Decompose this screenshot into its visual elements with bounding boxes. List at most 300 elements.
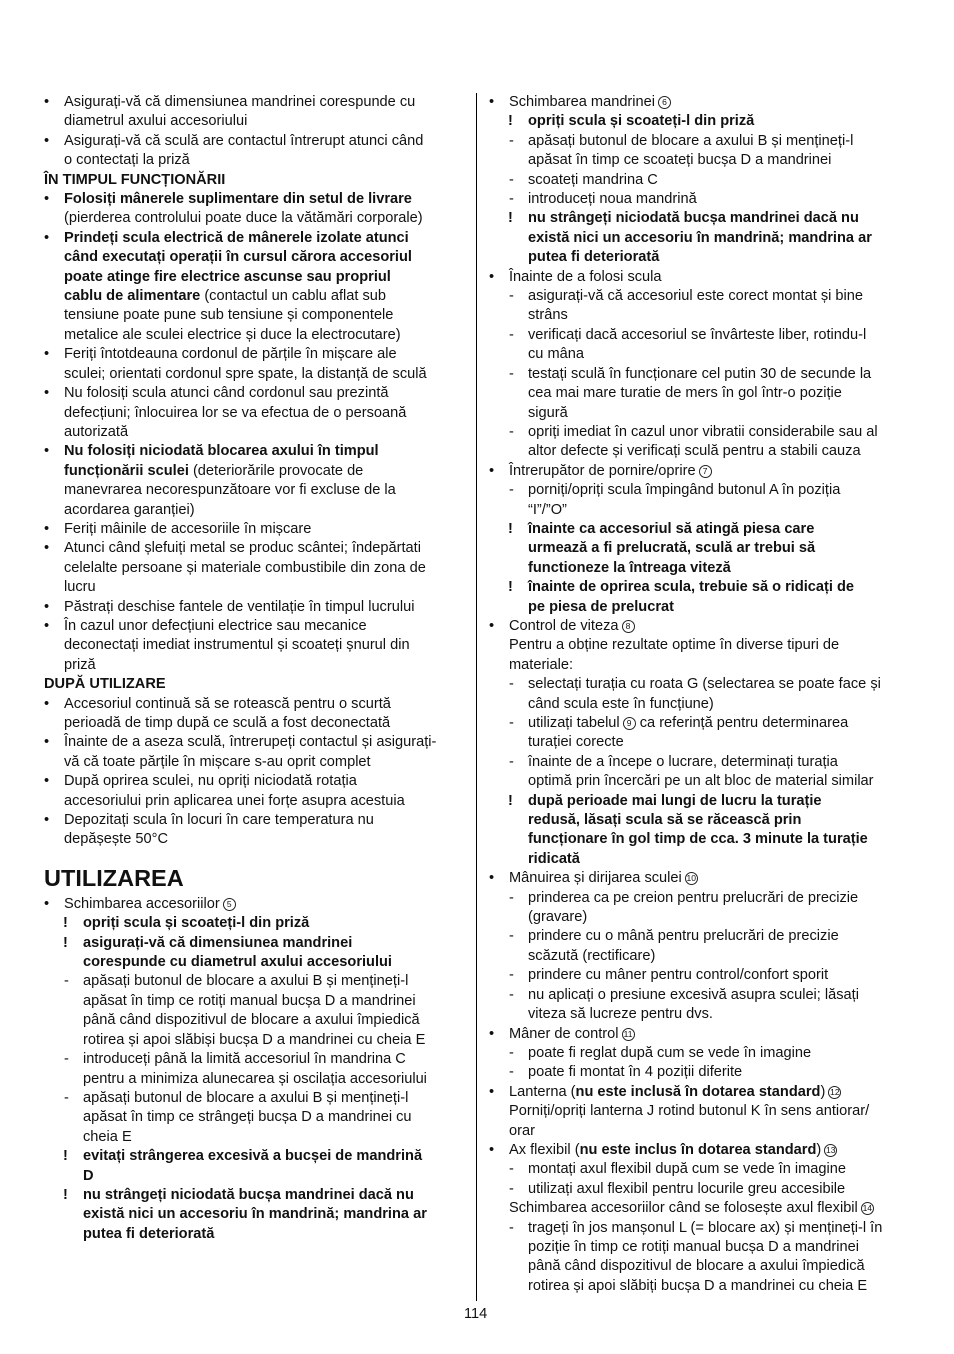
text-line	[489, 93, 914, 112]
text-line	[44, 895, 469, 914]
text-line	[489, 772, 914, 791]
line-text-tail: ca referință pentru determinarea	[635, 715, 849, 731]
line-text: poate fi montat în 4 poziții diferite	[528, 1064, 743, 1081]
line-text: apăsați butonul de blocare a axului B și mențineți-l	[528, 132, 854, 149]
right-column	[489, 93, 914, 1296]
text-line	[44, 268, 469, 287]
line-text: Asigurați-vă că dimensiunea mandrinei corespunde cu	[64, 94, 416, 110]
warning-marker: !	[63, 1148, 68, 1165]
line-text: Nu folosiți scula atunci când cordonul sau prezintă	[64, 385, 389, 402]
line-text-regular: (deteriorările provocate de	[188, 462, 364, 479]
line-text: Folosiți mânerele suplimentare din setul de livrare	[64, 191, 412, 208]
line-text: introduceți noua mandrină	[528, 191, 697, 208]
text-line	[44, 714, 469, 733]
line-text: Mânuirea și dirijarea sculei	[509, 870, 682, 887]
text-line	[489, 1199, 914, 1218]
text-line	[489, 559, 914, 578]
line-text: testați sculă în funcționare cel putin 30 de secunde la	[528, 365, 872, 382]
dash-marker: -	[509, 288, 514, 305]
text-line	[489, 966, 914, 985]
text-line	[489, 1180, 914, 1199]
text-line	[489, 1122, 914, 1141]
bullet-marker: •	[44, 598, 50, 615]
line-text: nu aplicați o presiune excesivă asupra sculei; lăsați	[528, 986, 859, 1003]
text-line	[44, 384, 469, 403]
line-text: corespunde cu diametrul axului accesoriului	[83, 954, 392, 971]
line-text: prindere cu mâner pentru control/confort sporit	[528, 967, 829, 984]
line-text: (pierderea controlului poate duce la vătămări corporale)	[64, 210, 423, 227]
text-line	[489, 908, 914, 927]
text-line	[489, 792, 914, 811]
line-text: D	[83, 1167, 94, 1184]
line-text: turației corecte	[528, 734, 624, 751]
dash-marker: -	[509, 1161, 514, 1178]
line-text: când executați operații în cursul cărora accesoriul	[64, 249, 412, 266]
line-text: evitați strângerea excesivă a bucșei de mandrină	[83, 1148, 423, 1165]
text-line	[44, 772, 469, 791]
dash-marker: -	[509, 1064, 514, 1081]
text-line	[489, 947, 914, 966]
text-line	[489, 151, 914, 170]
line-text: introduceți până la limită accesoriul în mandrina C	[83, 1051, 406, 1068]
line-text: materiale:	[509, 656, 574, 673]
dash-marker: -	[509, 365, 514, 382]
line-text: sculei; orientati cordonul spre spate, la distanță de sculă	[64, 365, 427, 382]
dash-marker: -	[64, 1089, 69, 1106]
line-text: există nici un accesoriu în mandrină; mandrina ar	[528, 229, 872, 246]
line-text: putea fi deteriorată	[528, 249, 660, 266]
text-line	[44, 675, 469, 694]
bullet-marker: •	[489, 870, 495, 887]
text-line	[489, 927, 914, 946]
line-text: Păstrați deschise fantele de ventilație în timpul lucrului	[64, 598, 415, 615]
line-text: utilizați tabelul	[528, 715, 620, 731]
dash-marker: -	[64, 973, 69, 990]
line-text: funcționării sculei	[64, 462, 189, 479]
warning-marker: !	[508, 113, 513, 130]
line-text: defecțiuni; înlocuirea lor se va efectua de o persoană	[64, 404, 407, 421]
text-line	[489, 306, 914, 325]
text-line	[489, 714, 914, 733]
text-line	[489, 830, 914, 849]
figure-ref-icon: 6	[658, 96, 671, 109]
line-text: Atunci când șlefuiți metal se produc scântei; îndepărtati	[64, 540, 421, 557]
line-text: Nu folosiți niciodată blocarea axului în timpul	[64, 443, 379, 460]
text-line	[44, 1031, 469, 1050]
warning-marker: !	[508, 579, 513, 596]
text-line	[44, 112, 469, 131]
text-line	[489, 656, 914, 675]
bullet-marker: •	[44, 520, 50, 537]
text-line	[44, 1108, 469, 1127]
line-text: apăsat în timp ce strângeți bucșa D a mandrinei cu	[83, 1109, 412, 1126]
line-text: nu strângeți niciodată bucșa mandrinei dacă nu	[83, 1186, 414, 1203]
text-line	[489, 112, 914, 131]
warning-marker: !	[63, 1186, 68, 1203]
text-line	[44, 539, 469, 558]
text-line	[44, 1011, 469, 1030]
line-text: celelalte persoane și materiale combustibile din zona de	[64, 559, 426, 576]
bullet-marker: •	[44, 734, 50, 751]
text-line	[44, 753, 469, 772]
text-line	[44, 93, 469, 112]
line-text: altor defecte și verificați sculă pentru a stabili cauza	[528, 443, 861, 460]
text-line	[489, 326, 914, 345]
bullet-marker: •	[44, 346, 50, 363]
text-line	[44, 992, 469, 1011]
text-line	[44, 1147, 469, 1166]
text-line	[44, 934, 469, 953]
text-line	[489, 287, 914, 306]
bullet-marker: •	[489, 268, 495, 285]
line-text: Lanterna (	[509, 1083, 576, 1100]
text-line	[44, 209, 469, 228]
text-line	[44, 462, 469, 481]
line-text: vă că toate părțile în mișcare s-au oprit complet	[64, 753, 371, 770]
line-text: “I”/”O”	[528, 501, 567, 518]
text-line	[44, 248, 469, 267]
text-line	[44, 1128, 469, 1147]
text-line	[44, 481, 469, 500]
line-text: Întrerupător de pornire/oprire	[509, 462, 696, 479]
text-line	[44, 287, 469, 306]
line-text: viteza să lucreze pentru dvs.	[528, 1006, 713, 1023]
text-line	[489, 1044, 914, 1063]
line-text: poate atinge fire electrice ascunse sau propriul	[64, 268, 391, 285]
text-line	[44, 811, 469, 830]
dash-marker: -	[509, 423, 514, 440]
line-text: rotirea și apoi slăbiși bucșa D a mandrinei cu cheia E	[83, 1031, 426, 1048]
line-text: cablu de alimentare	[64, 288, 201, 305]
dash-marker: -	[509, 326, 514, 343]
text-line	[44, 132, 469, 151]
text-line	[44, 598, 469, 617]
text-line	[489, 733, 914, 752]
text-line	[489, 1102, 914, 1121]
text-line	[489, 1063, 914, 1082]
text-line	[489, 869, 914, 888]
dash-marker: -	[509, 171, 514, 188]
section-title: UTILIZAREA	[44, 864, 184, 891]
text-line	[489, 1219, 914, 1238]
text-line	[44, 345, 469, 364]
line-text: înainte de oprirea scula, trebuie să o ridicați de	[528, 579, 855, 596]
line-text: Prindeți scula electrică de mânerele izolate atunci	[64, 229, 409, 246]
line-text: ridicată	[528, 850, 580, 867]
line-text: Mâner de control	[509, 1025, 619, 1042]
line-text: perioadă de timp după ce sculă a fost deconectată	[64, 715, 391, 731]
line-text: DUPĂ UTILIZARE	[44, 676, 166, 693]
line-text: Pentru a obține rezultate optime în diverse tipuri de	[509, 637, 840, 654]
figure-ref-icon: 11	[622, 1028, 635, 1041]
line-text: opriți scula și scoateți-l din priză	[528, 113, 755, 130]
line-text: verificați dacă accesoriul se învârteste liber, rotindu-l	[528, 326, 867, 343]
line-text: după perioade mai lungi de lucru la turație	[528, 792, 822, 809]
line-text: Depozitați scula în locuri în care temperatura nu	[64, 812, 374, 829]
text-line	[489, 404, 914, 423]
bullet-marker: •	[489, 94, 495, 110]
text-line	[44, 151, 469, 170]
line-text: În cazul unor defecțiuni electrice sau mecanice	[64, 617, 367, 634]
line-text: Asigurați-vă că sculă are contactul întrerupt atunci când	[64, 132, 424, 149]
text-line	[489, 520, 914, 539]
line-text: apăsat în timp ce scoateți bucșa D a mandrinei	[528, 152, 832, 169]
dash-marker: -	[509, 986, 514, 1003]
dash-marker: -	[509, 753, 514, 770]
text-line	[489, 384, 914, 403]
text-line	[489, 268, 914, 287]
text-line	[489, 209, 914, 228]
text-line	[489, 1141, 914, 1160]
text-line	[44, 578, 469, 597]
text-line	[489, 850, 914, 869]
line-text-tail: )	[820, 1083, 826, 1100]
line-text: putea fi deteriorată	[83, 1225, 215, 1242]
line-text: Schimbarea mandrinei	[509, 94, 656, 110]
line-text: apăsați butonul de blocare a axului B și mențineți-l	[83, 1089, 409, 1106]
page-number: 114	[464, 1306, 488, 1322]
figure-ref-icon: 14	[862, 1203, 873, 1214]
text-line	[489, 617, 914, 636]
text-line	[44, 1089, 469, 1108]
text-line	[44, 404, 469, 423]
text-line	[489, 1083, 914, 1102]
text-line	[489, 501, 914, 520]
dash-marker: -	[509, 715, 514, 731]
figure-ref-icon: 13	[826, 1144, 836, 1155]
dash-marker: -	[509, 132, 514, 149]
text-line	[489, 190, 914, 209]
line-text: înainte de a începe o lucrare, determinați turația	[528, 753, 838, 770]
line-text: lucru	[64, 579, 96, 596]
text-line	[489, 481, 914, 500]
bullet-marker: •	[44, 773, 50, 790]
line-text: până când dispozitivul de blocare a axului împiedică	[83, 1012, 420, 1029]
line-text: există nici un accesoriu în mandrină; mandrina ar	[83, 1206, 427, 1223]
text-line	[489, 1025, 914, 1044]
line-text: urmează a fi prelucrată, sculă ar trebui să	[528, 540, 816, 557]
bullet-marker: •	[489, 1141, 495, 1158]
dash-marker: -	[509, 1044, 514, 1061]
line-text: cu mâna	[528, 346, 584, 363]
line-text: priză	[64, 656, 96, 673]
line-text-bold: nu este inclus în dotarea standard	[579, 1141, 817, 1158]
line-text: Feriți mâinile de accesoriile în mișcare	[64, 520, 312, 537]
text-line	[44, 229, 469, 248]
warning-marker: !	[63, 934, 68, 951]
text-line	[489, 675, 914, 694]
line-text: poziție în timp ce rotiți manual bucșa D a mandrinei	[528, 1238, 859, 1255]
text-line	[489, 695, 914, 714]
dash-marker: -	[509, 676, 514, 693]
dash-marker: -	[64, 1051, 69, 1068]
text-line	[44, 501, 469, 520]
text-line	[489, 365, 914, 384]
line-text: rotirea și apoi slăbiți bucșa D a mandrinei cu cheia E	[528, 1277, 868, 1294]
line-text: Accesoriul continuă să se rotească pentru o scurtă	[64, 695, 391, 712]
text-line	[489, 423, 914, 442]
bullet-marker: •	[489, 462, 495, 479]
text-line	[489, 986, 914, 1005]
line-text: scăzută (rectificare)	[528, 947, 656, 964]
text-line	[44, 326, 469, 345]
text-line	[44, 1186, 469, 1205]
text-line	[489, 132, 914, 151]
line-text: Schimbarea accesoriilor când se folosește axul flexibil	[509, 1200, 858, 1217]
line-text: ÎN TIMPUL FUNCȚIONĂRII	[44, 171, 226, 188]
line-text: (gravare)	[528, 909, 588, 926]
line-text: Schimbarea accesoriilor	[64, 895, 220, 912]
text-line	[489, 889, 914, 908]
line-text: depășește 50°C	[64, 831, 169, 848]
figure-ref-icon: 7	[699, 465, 712, 478]
line-text: scoateți mandrina C	[528, 171, 658, 188]
text-line	[44, 733, 469, 752]
line-text: selectați turația cu roata G (selectarea se poate face și	[528, 676, 881, 693]
text-line	[44, 695, 469, 714]
line-text: cheia E	[83, 1128, 132, 1145]
line-text: opriți scula și scoateți-l din priză	[83, 915, 310, 932]
text-line	[489, 636, 914, 655]
line-text: nu strângeți niciodată bucșa mandrinei dacă nu	[528, 210, 859, 227]
text-line	[44, 953, 469, 972]
line-text: prindere cu o mână pentru prelucrări de precizie	[528, 928, 839, 945]
line-text-tail: )	[816, 1141, 822, 1158]
text-line	[489, 1238, 914, 1257]
line-text: funcționare în gol timp de cca. 3 minute la turație	[528, 831, 868, 848]
line-text: porniți/opriți scula împingând butonul A în poziția	[528, 482, 841, 499]
dash-marker: -	[509, 967, 514, 984]
bullet-marker: •	[489, 1083, 495, 1100]
bullet-marker: •	[44, 540, 50, 557]
line-text: Înainte de a aseza sculă, întrerupeți contactul și asigurați-	[64, 734, 437, 751]
text-line	[489, 1005, 914, 1024]
text-line	[44, 1070, 469, 1089]
line-text: apăsat în timp ce rotiți manual bucșa D a mandrinei	[83, 992, 416, 1009]
left-column	[44, 93, 469, 1244]
bullet-marker: •	[44, 132, 50, 149]
text-line	[489, 1257, 914, 1276]
line-text: manevrarea necorespunzătoare vor fi excluse de la	[64, 482, 396, 499]
bullet-marker: •	[44, 191, 50, 208]
line-text: montați axul flexibil după cum se vede în imagine	[528, 1161, 846, 1178]
line-text: cea mai mare turatie de mers în gol într-o poziție	[528, 385, 842, 402]
figure-ref-icon: 5	[223, 898, 236, 911]
text-line	[44, 617, 469, 636]
dash-marker: -	[509, 191, 514, 208]
line-text: Porniți/opriți lanterna J rotind butonul K în sens antiorar/	[509, 1103, 870, 1120]
line-text: opriți imediat în cazul unor vibratii considerabile sau al	[528, 423, 878, 440]
line-text: o contectați la priză	[64, 152, 190, 169]
text-line	[44, 830, 469, 849]
line-text: Ax flexibil (	[509, 1141, 580, 1158]
line-text: tensiune poate pune sub tensiune și componentele	[64, 307, 394, 324]
line-text: functioneze la întreaga viteză	[528, 559, 731, 576]
text-line	[44, 190, 469, 209]
line-text: poate fi reglat după cum se vede în imagine	[528, 1044, 812, 1061]
line-text: Control de viteza	[509, 617, 619, 634]
text-line	[44, 365, 469, 384]
dash-marker: -	[509, 482, 514, 499]
text-line	[44, 1050, 469, 1069]
text-line	[489, 753, 914, 772]
line-text: Înainte de a folosi scula	[509, 268, 662, 285]
text-line	[44, 636, 469, 655]
line-text: optimă prin încercări pe un alt bloc de material similar	[528, 773, 874, 790]
line-text: trageți în jos manșonul L (= blocare ax) și mențineți-l în	[528, 1219, 883, 1236]
line-text: asigurați-vă că dimensiunea mandrinei	[83, 934, 353, 951]
figure-ref-icon: 8	[622, 620, 635, 633]
text-line	[489, 462, 914, 481]
line-text: orar	[509, 1122, 535, 1139]
warning-marker: !	[63, 915, 68, 932]
bullet-marker: •	[44, 94, 50, 110]
figure-ref-icon: 12	[830, 1086, 840, 1097]
dash-marker: -	[509, 928, 514, 945]
text-line	[44, 171, 469, 190]
line-text: deconectați imediat instrumentul și scoateți șnurul din	[64, 637, 410, 654]
text-line	[489, 345, 914, 364]
line-text: pe piesa de prelucrat	[528, 598, 674, 615]
line-text: redusă, lăsați scula să se răcească prin	[528, 812, 802, 829]
text-line	[489, 598, 914, 617]
warning-marker: !	[508, 520, 513, 537]
line-text: pentru a minimiza alunecarea și oscilația accesoriului	[83, 1070, 427, 1087]
line-text: strâns	[528, 307, 568, 324]
warning-marker: !	[508, 210, 513, 227]
text-line	[44, 442, 469, 461]
line-text-regular: (contactul un cablu aflat sub	[200, 288, 387, 305]
line-text: autorizată	[64, 423, 129, 440]
bullet-marker: •	[44, 385, 50, 402]
text-line	[489, 1160, 914, 1179]
bullet-marker: •	[44, 895, 50, 912]
bullet-marker: •	[44, 617, 50, 634]
text-line	[44, 1225, 469, 1244]
text-line	[44, 1205, 469, 1224]
line-text: apăsați butonul de blocare a axului B și mențineți-l	[83, 973, 409, 990]
text-line	[44, 656, 469, 675]
text-line	[489, 248, 914, 267]
line-text: accesoriului prin aplicarea unei forțe asupra acestuia	[64, 792, 405, 809]
bullet-marker: •	[44, 695, 50, 712]
figure-ref-icon: 10	[686, 873, 697, 884]
line-text: sigură	[528, 404, 568, 421]
bullet-marker: •	[44, 443, 50, 460]
text-line	[44, 792, 469, 811]
line-text: înainte ca accesoriul să atingă piesa care	[528, 520, 815, 537]
text-line	[489, 811, 914, 830]
text-line	[44, 914, 469, 933]
line-text: prinderea ca pe creion pentru prelucrări de precizie	[528, 889, 859, 906]
text-line	[44, 306, 469, 325]
text-line	[44, 559, 469, 578]
text-line	[489, 442, 914, 461]
line-text-bold: nu este inclusă în dotarea standard	[575, 1083, 821, 1100]
bullet-marker: •	[489, 617, 495, 634]
bullet-marker: •	[44, 229, 50, 246]
text-line	[489, 171, 914, 190]
line-text: diametrul axului accesoriului	[64, 113, 248, 130]
text-line	[489, 229, 914, 248]
line-text: acordarea garanției)	[64, 501, 195, 518]
line-text: când scula este în funcțiune)	[528, 695, 714, 712]
line-text: După oprirea sculei, nu opriți niciodată rotația	[64, 773, 357, 790]
text-line	[44, 972, 469, 991]
text-line	[489, 539, 914, 558]
bullet-marker: •	[44, 812, 50, 829]
line-text: metalice ale sculei electrice și duce la electrocutare)	[64, 326, 401, 343]
